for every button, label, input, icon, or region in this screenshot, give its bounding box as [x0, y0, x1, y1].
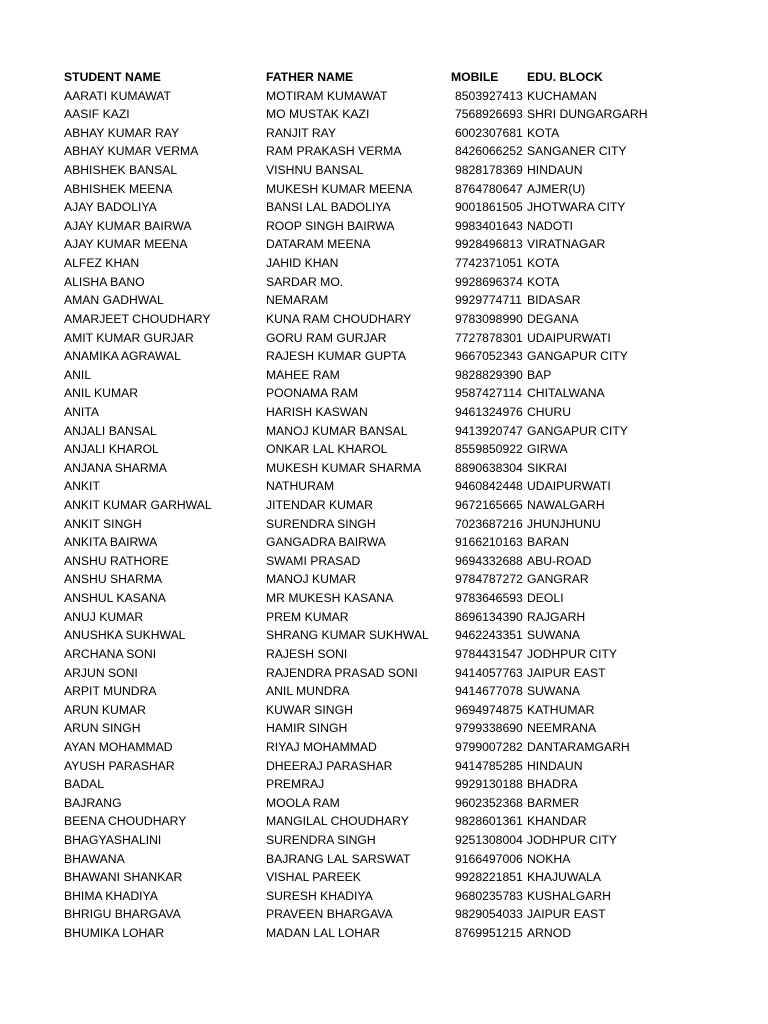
father-name-cell: BAJRANG LAL SARSWAT	[266, 851, 411, 866]
mobile-cell: 9783098990	[455, 311, 523, 326]
student-name-cell: BHRIGU BHARGAVA	[64, 907, 181, 922]
student-name-cell: ABHAY KUMAR RAY	[64, 125, 180, 140]
father-name-cell: ROOP SINGH BAIRWA	[266, 218, 395, 233]
student-name-cell: ANSHUL KASANA	[64, 591, 166, 606]
mobile-cell: 9001861505	[455, 200, 523, 215]
student-name-cell: ANJALI KHAROL	[64, 442, 159, 457]
student-name-cell: ANSHU RATHORE	[64, 553, 169, 568]
father-name-cell: BANSI LAL BADOLIYA	[266, 200, 391, 215]
father-name-cell: SURESH KHADIYA	[266, 888, 373, 903]
table-row	[0, 459, 768, 478]
student-table	[0, 68, 768, 943]
mobile-cell: 9587427114	[455, 386, 522, 401]
mobile-cell: 9928221851	[455, 870, 523, 885]
mobile-cell: 9799338690	[455, 721, 523, 736]
column-header-edu-block: EDU. BLOCK	[527, 70, 603, 84]
table-row	[0, 217, 768, 236]
father-name-cell: PRAVEEN BHARGAVA	[266, 907, 393, 922]
mobile-cell: 8426066252	[455, 144, 523, 159]
father-name-cell: RIYAJ MOHAMMAD	[266, 739, 377, 754]
edu-block-cell: NADOTI	[527, 218, 574, 233]
father-name-cell: MAHEE RAM	[266, 367, 340, 382]
table-row	[0, 105, 768, 124]
mobile-cell: 9251308004	[455, 832, 523, 847]
mobile-cell: 9680235783	[455, 888, 523, 903]
father-name-cell: RANJIT RAY	[266, 125, 336, 140]
student-name-cell: ANAMIKA AGRAWAL	[64, 349, 181, 364]
edu-block-cell: NOKHA	[527, 851, 571, 866]
father-name-cell: DHEERAJ PARASHAR	[266, 758, 393, 773]
table-row	[0, 775, 768, 794]
mobile-cell: 9462243351	[455, 628, 523, 643]
mobile-cell: 9672165665	[455, 498, 523, 513]
father-name-cell: DATARAM MEENA	[266, 237, 371, 252]
mobile-cell: 9667052343	[455, 349, 523, 364]
mobile-cell: 9928696374	[455, 274, 523, 289]
student-name-cell: ALFEZ KHAN	[64, 256, 140, 271]
father-name-cell: VISHNU BANSAL	[266, 163, 364, 178]
table-header-row	[0, 68, 768, 87]
student-name-cell: BAJRANG	[64, 795, 122, 810]
edu-block-cell: HINDAUN	[527, 758, 583, 773]
table-row	[0, 198, 768, 217]
edu-block-cell: CHITALWANA	[527, 386, 605, 401]
edu-block-cell: GANGAPUR CITY	[527, 423, 628, 438]
father-name-cell: MUKESH KUMAR SHARMA	[266, 460, 422, 475]
student-name-cell: BHAGYASHALINI	[64, 832, 162, 847]
edu-block-cell: KATHUMAR	[527, 702, 595, 717]
edu-block-cell: BIDASAR	[527, 293, 581, 308]
mobile-cell: 8696134390	[455, 609, 523, 624]
edu-block-cell: BARAN	[527, 535, 569, 550]
table-row	[0, 924, 768, 943]
student-name-cell: ANIL	[64, 367, 92, 382]
father-name-cell: RAJESH SONI	[266, 646, 348, 661]
edu-block-cell: BARMER	[527, 795, 580, 810]
edu-block-cell: RAJGARH	[527, 609, 586, 624]
mobile-cell: 9461324976	[455, 404, 523, 419]
edu-block-cell: UDAIPURWATI	[527, 479, 611, 494]
table-row	[0, 515, 768, 534]
edu-block-cell: KUCHAMAN	[527, 88, 597, 103]
edu-block-cell: JAIPUR EAST	[527, 665, 606, 680]
table-row	[0, 850, 768, 869]
table-row	[0, 868, 768, 887]
student-name-cell: ANJANA SHARMA	[64, 460, 167, 475]
father-name-cell: PREMRAJ	[266, 777, 325, 792]
edu-block-cell: GANGRAR	[527, 572, 589, 587]
father-name-cell: NEMARAM	[266, 293, 329, 308]
edu-block-cell: CHURU	[527, 404, 572, 419]
table-row	[0, 570, 768, 589]
student-name-cell: ANKIT	[64, 479, 100, 494]
edu-block-cell: KHAJUWALA	[527, 870, 602, 885]
student-name-cell: ANIL KUMAR	[64, 386, 139, 401]
edu-block-cell: DEOLI	[527, 591, 564, 606]
edu-block-cell: JAIPUR EAST	[527, 907, 606, 922]
mobile-cell: 7023687216	[455, 516, 523, 531]
edu-block-cell: BAP	[527, 367, 552, 382]
edu-block-cell: HINDAUN	[527, 163, 583, 178]
table-row	[0, 273, 768, 292]
father-name-cell: MANOJ KUMAR	[266, 572, 357, 587]
father-name-cell: HARISH KASWAN	[266, 404, 368, 419]
student-name-cell: AJAY KUMAR MEENA	[64, 237, 188, 252]
student-name-cell: ABHAY KUMAR VERMA	[64, 144, 199, 159]
father-name-cell: SHRANG KUMAR SUKHWAL	[266, 628, 429, 643]
table-row	[0, 235, 768, 254]
table-row	[0, 794, 768, 813]
student-name-cell: BHIMA KHADIYA	[64, 888, 158, 903]
mobile-cell: 9828829390	[455, 367, 523, 382]
table-row	[0, 254, 768, 273]
student-name-cell: BHUMIKA LOHAR	[64, 926, 165, 941]
father-name-cell: SURENDRA SINGH	[266, 516, 376, 531]
father-name-cell: RAM PRAKASH VERMA	[266, 144, 402, 159]
mobile-cell: 9414677078	[455, 684, 523, 699]
mobile-cell: 9784787272	[455, 572, 523, 587]
father-name-cell: MO MUSTAK KAZI	[266, 107, 370, 122]
mobile-cell: 7727878301	[455, 330, 523, 345]
father-name-cell: NATHURAM	[266, 479, 335, 494]
student-name-cell: AARATI KUMAWAT	[64, 88, 171, 103]
student-name-cell: ALISHA BANO	[64, 274, 145, 289]
edu-block-cell: ARNOD	[527, 926, 572, 941]
student-name-cell: AYUSH PARASHAR	[64, 758, 175, 773]
mobile-cell: 8764780647	[455, 181, 523, 196]
column-header-mobile: MOBILE	[451, 70, 499, 84]
student-name-cell: ANJALI BANSAL	[64, 423, 157, 438]
student-name-cell: ANUJ KUMAR	[64, 609, 144, 624]
table-row	[0, 180, 768, 199]
edu-block-cell: NEEMRANA	[527, 721, 597, 736]
table-row	[0, 422, 768, 441]
student-name-cell: BHAWANI SHANKAR	[64, 870, 183, 885]
mobile-cell: 9166497006	[455, 851, 523, 866]
student-name-cell: ARJUN SONI	[64, 665, 138, 680]
table-row	[0, 664, 768, 683]
mobile-cell: 8890638304	[455, 460, 523, 475]
father-name-cell: RAJENDRA PRASAD SONI	[266, 665, 418, 680]
mobile-cell: 9694332688	[455, 553, 523, 568]
column-header-student-name: STUDENT NAME	[64, 70, 161, 84]
table-row	[0, 887, 768, 906]
father-name-cell: ANIL MUNDRA	[266, 684, 350, 699]
father-name-cell: JITENDAR KUMAR	[266, 498, 373, 513]
mobile-cell: 9783646593	[455, 591, 523, 606]
father-name-cell: ONKAR LAL KHAROL	[266, 442, 388, 457]
table-body	[0, 87, 768, 943]
edu-block-cell: SHRI DUNGARGARH	[527, 107, 648, 122]
mobile-cell: 9413920747	[455, 423, 523, 438]
edu-block-cell: SANGANER CITY	[527, 144, 627, 159]
mobile-cell: 9166210163	[455, 535, 523, 550]
table-row	[0, 608, 768, 627]
table-row	[0, 719, 768, 738]
student-name-cell: AMIT KUMAR GURJAR	[64, 330, 194, 345]
student-name-cell: ARCHANA SONI	[64, 646, 157, 661]
edu-block-cell: JHOTWARA CITY	[527, 200, 626, 215]
father-name-cell: VISHAL PAREEK	[266, 870, 361, 885]
student-name-cell: ARUN SINGH	[64, 721, 141, 736]
table-row	[0, 291, 768, 310]
student-name-cell: ABHISHEK MEENA	[64, 181, 173, 196]
edu-block-cell: BHADRA	[527, 777, 578, 792]
table-row	[0, 831, 768, 850]
table-row	[0, 87, 768, 106]
student-name-cell: ANKIT KUMAR GARHWAL	[64, 498, 212, 513]
mobile-cell: 9414785285	[455, 758, 523, 773]
student-name-cell: ANUSHKA SUKHWAL	[64, 628, 186, 643]
father-name-cell: MR MUKESH KASANA	[266, 591, 394, 606]
table-row	[0, 682, 768, 701]
mobile-cell: 8503927413	[455, 88, 523, 103]
table-row	[0, 812, 768, 831]
student-name-cell: AASIF KAZI	[64, 107, 130, 122]
father-name-cell: SWAMI PRASAD	[266, 553, 361, 568]
edu-block-cell: GIRWA	[527, 442, 568, 457]
edu-block-cell: KOTA	[527, 256, 560, 271]
edu-block-cell: KOTA	[527, 125, 560, 140]
table-row	[0, 589, 768, 608]
table-row	[0, 347, 768, 366]
column-header-father-name: FATHER NAME	[266, 70, 354, 84]
student-name-cell: ARPIT MUNDRA	[64, 684, 157, 699]
edu-block-cell: GANGAPUR CITY	[527, 349, 628, 364]
mobile-cell: 9694974875	[455, 702, 523, 717]
mobile-cell: 9828178369	[455, 163, 523, 178]
mobile-cell: 9799007282	[455, 739, 523, 754]
edu-block-cell: KHANDAR	[527, 814, 587, 829]
table-row	[0, 329, 768, 348]
student-name-cell: AJAY BADOLIYA	[64, 200, 157, 215]
table-row	[0, 496, 768, 515]
table-row	[0, 142, 768, 161]
table-row	[0, 757, 768, 776]
table-row	[0, 124, 768, 143]
mobile-cell: 9784431547	[455, 646, 523, 661]
student-name-cell: AMAN GADHWAL	[64, 293, 164, 308]
edu-block-cell: KOTA	[527, 274, 560, 289]
father-name-cell: GANGADRA BAIRWA	[266, 535, 386, 550]
edu-block-cell: SUWANA	[527, 628, 581, 643]
father-name-cell: RAJESH KUMAR GUPTA	[266, 349, 406, 364]
table-row	[0, 552, 768, 571]
student-name-cell: BEENA CHOUDHARY	[64, 814, 187, 829]
mobile-cell: 7742371051	[455, 256, 523, 271]
mobile-cell: 9414057763	[455, 665, 523, 680]
mobile-cell: 7568926693	[455, 107, 523, 122]
edu-block-cell: NAWALGARH	[527, 498, 605, 513]
father-name-cell: KUWAR SINGH	[266, 702, 353, 717]
edu-block-cell: VIRATNAGAR	[527, 237, 606, 252]
table-row	[0, 626, 768, 645]
father-name-cell: GORU RAM GURJAR	[266, 330, 387, 345]
edu-block-cell: KUSHALGARH	[527, 888, 611, 903]
father-name-cell: JAHID KHAN	[266, 256, 339, 271]
father-name-cell: MADAN LAL LOHAR	[266, 926, 381, 941]
father-name-cell: MANGILAL CHOUDHARY	[266, 814, 409, 829]
table-row	[0, 440, 768, 459]
student-name-cell: ARUN KUMAR	[64, 702, 146, 717]
table-row	[0, 645, 768, 664]
student-name-cell: ANKITA BAIRWA	[64, 535, 158, 550]
table-row	[0, 384, 768, 403]
table-row	[0, 905, 768, 924]
father-name-cell: KUNA RAM CHOUDHARY	[266, 311, 412, 326]
table-row	[0, 403, 768, 422]
table-row	[0, 701, 768, 720]
table-row	[0, 366, 768, 385]
edu-block-cell: SIKRAI	[527, 460, 567, 475]
mobile-cell: 9928496813	[455, 237, 523, 252]
edu-block-cell: AJMER(U)	[527, 181, 586, 196]
father-name-cell: MOTIRAM KUMAWAT	[266, 88, 388, 103]
father-name-cell: MUKESH KUMAR MEENA	[266, 181, 413, 196]
father-name-cell: SURENDRA SINGH	[266, 832, 376, 847]
edu-block-cell: JODHPUR CITY	[527, 832, 618, 847]
mobile-cell: 9929774711	[455, 293, 522, 308]
edu-block-cell: JHUNJHUNU	[527, 516, 601, 531]
father-name-cell: MANOJ KUMAR BANSAL	[266, 423, 408, 438]
mobile-cell: 9602352368	[455, 795, 523, 810]
table-row	[0, 161, 768, 180]
student-name-cell: BHAWANA	[64, 851, 125, 866]
father-name-cell: PREM KUMAR	[266, 609, 349, 624]
table-row	[0, 738, 768, 757]
edu-block-cell: DANTARAMGARH	[527, 739, 630, 754]
mobile-cell: 9983401643	[455, 218, 523, 233]
student-name-cell: AJAY KUMAR BAIRWA	[64, 218, 192, 233]
table-row	[0, 310, 768, 329]
student-name-cell: ANSHU SHARMA	[64, 572, 163, 587]
student-name-cell: ANITA	[64, 404, 99, 419]
mobile-cell: 9460842448	[455, 479, 523, 494]
table-row	[0, 477, 768, 496]
table-row	[0, 533, 768, 552]
edu-block-cell: DEGANA	[527, 311, 579, 326]
student-name-cell: AMARJEET CHOUDHARY	[64, 311, 211, 326]
edu-block-cell: UDAIPURWATI	[527, 330, 611, 345]
father-name-cell: POONAMA RAM	[266, 386, 359, 401]
edu-block-cell: JODHPUR CITY	[527, 646, 618, 661]
student-name-cell: ABHISHEK BANSAL	[64, 163, 178, 178]
student-name-cell: BADAL	[64, 777, 104, 792]
student-name-cell: AYAN MOHAMMAD	[64, 739, 173, 754]
mobile-cell: 6002307681	[455, 125, 523, 140]
father-name-cell: MOOLA RAM	[266, 795, 340, 810]
edu-block-cell: SUWANA	[527, 684, 581, 699]
mobile-cell: 8559850922	[455, 442, 523, 457]
father-name-cell: HAMIR SINGH	[266, 721, 348, 736]
father-name-cell: SARDAR MO.	[266, 274, 344, 289]
mobile-cell: 9829054033	[455, 907, 523, 922]
student-name-cell: ANKIT SINGH	[64, 516, 142, 531]
mobile-cell: 9929130188	[455, 777, 523, 792]
mobile-cell: 8769951215	[455, 926, 523, 941]
mobile-cell: 9828601361	[455, 814, 523, 829]
edu-block-cell: ABU-ROAD	[527, 553, 592, 568]
